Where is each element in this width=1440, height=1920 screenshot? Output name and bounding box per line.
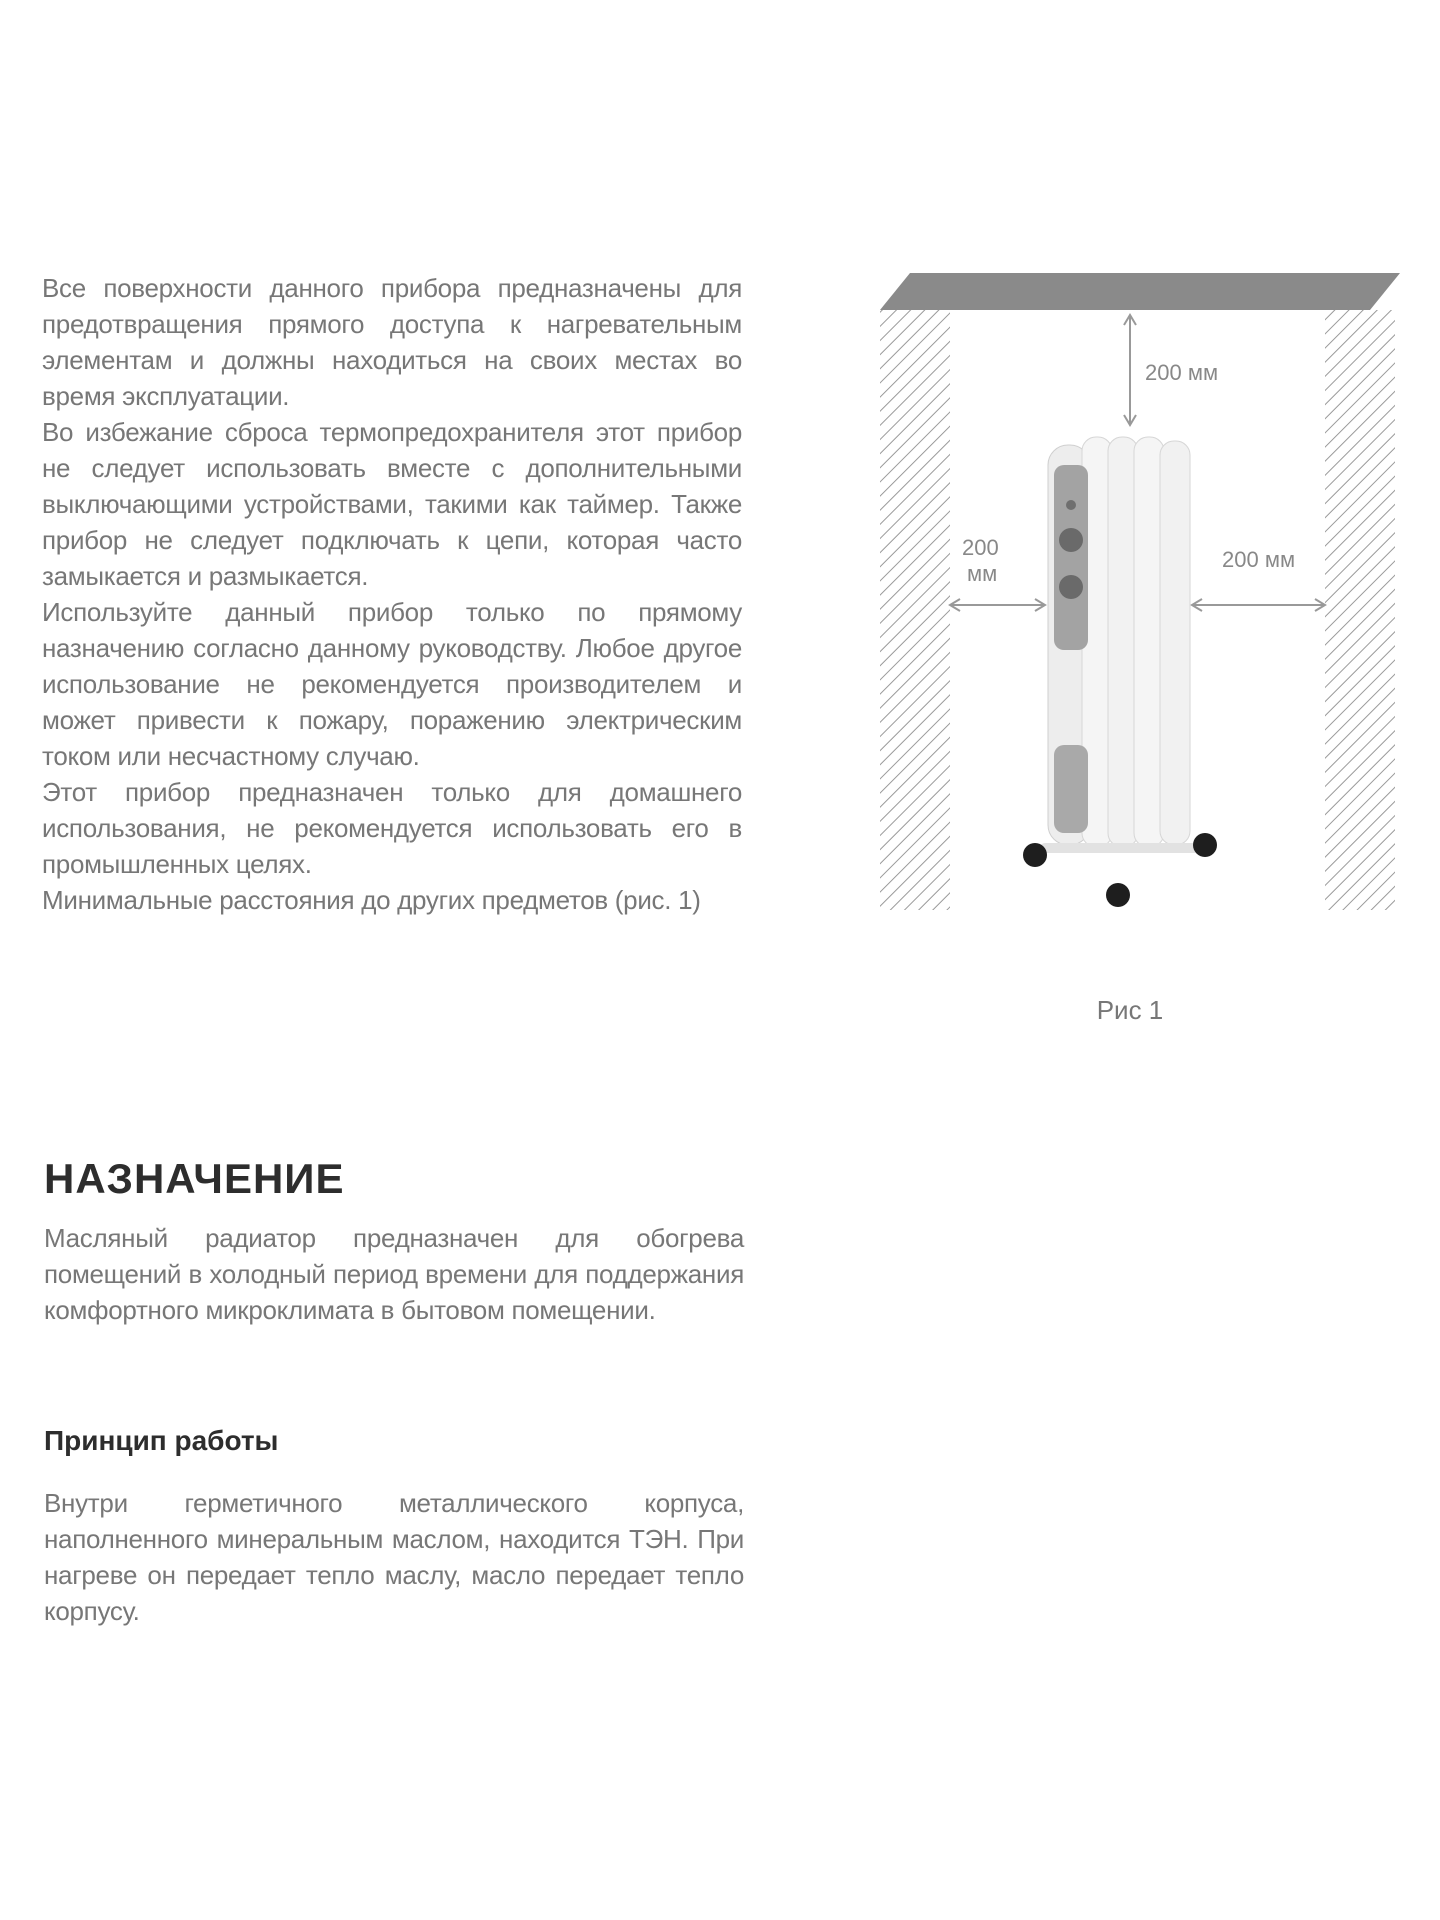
safety-paragraph: Все поверхности данного прибора предназначены для предотвращения прямого доступа к нагревательным элементам и должны находиться на своих местах во время эксплуатации. [42, 273, 742, 411]
right-wall [1325, 310, 1395, 910]
figure-caption: Рис 1 [1096, 995, 1164, 1025]
safety-paragraph: Этот прибор предназначен только для домашнего использования, не рекомендуется использовать его в промышленных целях. [42, 777, 742, 879]
dim-label-left-1: 200 [962, 535, 999, 560]
principle-section [44, 1485, 744, 1629]
clearance-diagram [870, 265, 1410, 925]
principle-heading: Принцип работы [44, 1425, 279, 1456]
purpose-section [44, 1220, 744, 1328]
radiator-image [1023, 437, 1217, 907]
principle-text: Внутри герметичного металлического корпуса, наполненного минеральным маслом, находится ТЭН. При нагреве он передает тепло маслу, масло передает тепло корпусу. [44, 1488, 744, 1626]
purpose-text: Масляный радиатор предназначен для обогрева помещений в холодный период времени для поддержания комфортного микроклимата в бытовом помещении. [44, 1223, 744, 1325]
purpose-heading: НАЗНАЧЕНИЕ [44, 1155, 345, 1202]
safety-paragraph: Минимальные расстояния до других предметов (рис. 1) [42, 885, 701, 915]
safety-section [42, 270, 742, 918]
left-wall [880, 310, 950, 910]
dim-label-left-2: мм [967, 561, 998, 586]
ceiling [880, 273, 1400, 310]
dim-label-right: 200 мм [1222, 547, 1296, 572]
safety-paragraph: Во избежание сброса термопредохранителя этот прибор не следует использовать вместе с дополнительными выключающими устройствами, такими как таймер. Также прибор не следует подключать к цепи, которая часто замыкается и размыкается. [42, 417, 742, 591]
dim-label-top: 200 мм [1145, 360, 1219, 385]
safety-paragraph: Используйте данный прибор только по прямому назначению согласно данному руководству. Любое другое использование не рекомендуется производителем и может привести к пожару, поражению электрическим током или несчастному случаю. [42, 597, 742, 771]
